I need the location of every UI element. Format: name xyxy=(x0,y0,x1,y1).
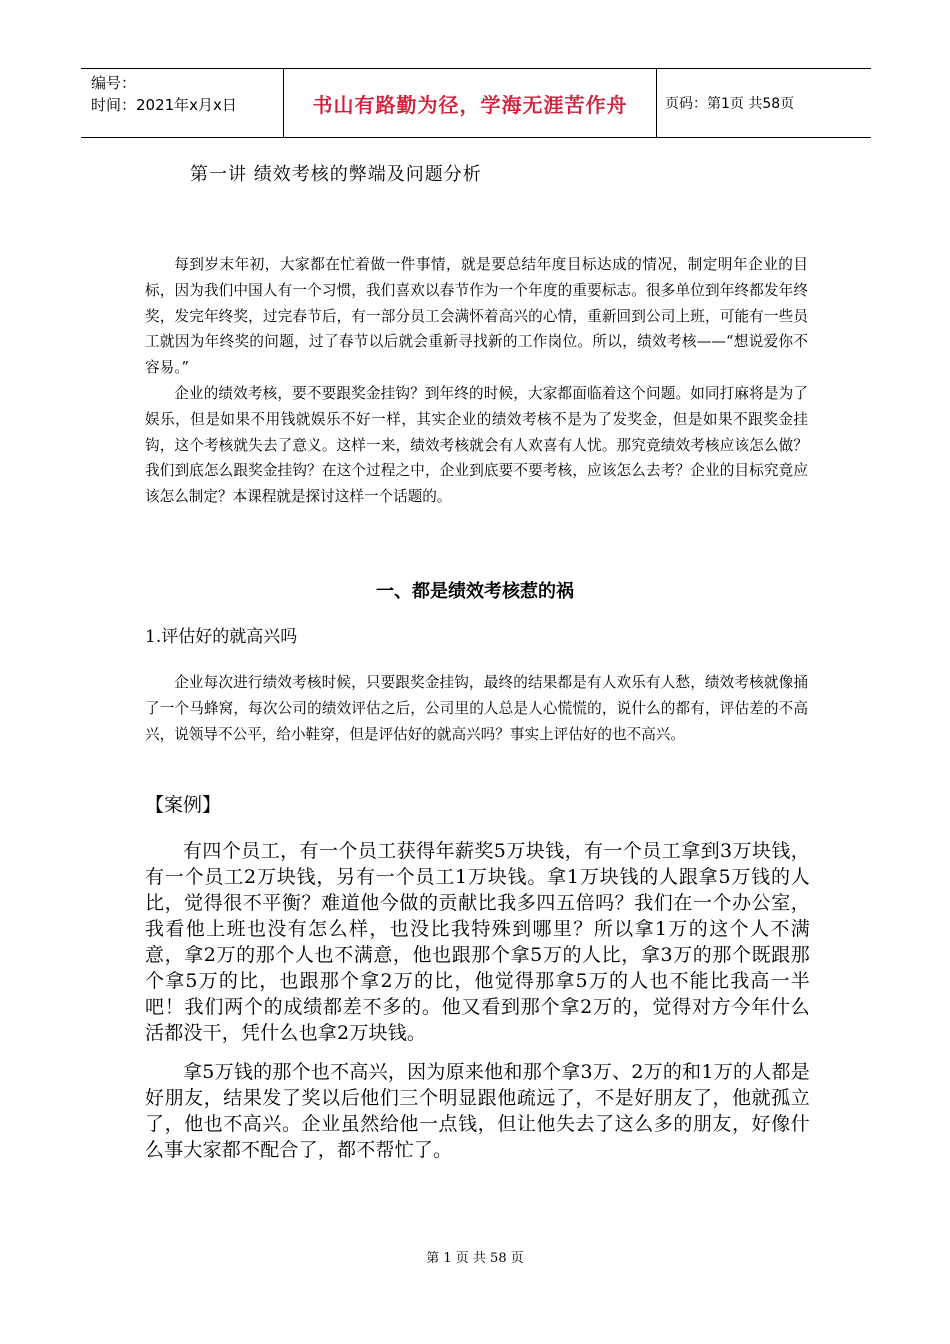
intro-paragraph-2: 企业的绩效考核，要不要跟奖金挂钩？到年终的时候，大家都面临着这个问题。如同打麻将是为了娱乐，但是如果不用钱就娱乐不好一样，其实企业的绩效考核不是为了发奖金，但是如果不跟奖金挂钩，这个考核就失去了意义。这样一来，绩效考核就会有人欢喜有人忧。那究竟绩效考核应该怎么做？我们到底怎么跟奖金挂钩？在这个过程之中，企业到底要不要考核，应该怎么去考？企业的目标究竟应该怎么制定？本课程就是探讨这样一个话题的。 xyxy=(145,385,808,506)
intro-paragraph-1: 每到岁末年初，大家都在忙着做一件事情，就是要总结年度目标达成的情况，制定明年企业的目标，因为我们中国人有一个习惯，我们喜欢以春节作为一个年度的重要标志。很多单位到年终都发年终奖，发完年终奖，过完春节后，有一部分员工会满怀着高兴的心情，重新回到公司上班，可能有一些员工就因为年终奖的问题，过了春节以后就会重新寻找新的工作岗位。所以，绩效考核——“想说爱你不容易。” xyxy=(145,256,808,377)
page-footer: 第 1 页 共 58 页 xyxy=(426,1251,524,1266)
lecture-title: 第一讲 绩效考核的弊端及问题分析 xyxy=(190,164,482,185)
header-motto: 书山有路勤为径，学海无涯苦作舟 xyxy=(284,69,657,137)
header-meta-cell xyxy=(81,69,284,137)
case-paragraph-1: 有四个员工，有一个员工获得年薪奖5万块钱，有一个员工拿到3万块钱，有一个员工2万块钱，另有一个员工1万块钱。拿1万块钱的人跟拿5万钱的人比，觉得很不平衡？难道他今做的贡献比我多四五倍吗？我们在一个办公室，我看他上班也没有怎么样，也没比我特殊到哪里？所以拿1万的这个人不满意，拿2万的那个人也不满意，他也跟那个拿5万的人比，拿3万的那个既跟那个拿5万的比，也跟那个拿2万的比，他觉得那拿5万的人也不能比我高一半吧！我们两个的成绩都差不多的。他又看到那个拿2万的，觉得对方今年什么活都没干，凭什么也拿2万块钱。 xyxy=(145,840,810,1044)
header-page-info: 页码：第1页 共58页 xyxy=(665,96,795,112)
case-paragraph-2: 拿5万钱的那个也不高兴，因为原来他和那个拿3万、2万的和1万的人都是好朋友，结果发了奖以后他们三个明显跟他疏远了，不是好朋友了，他就孤立了，他也不高兴。企业虽然给他一点钱，但让他失去了这么多的朋友，好像什么事大家都不配合了，都不帮忙了。 xyxy=(145,1061,810,1161)
number-label: 编号： xyxy=(91,74,137,92)
section-heading: 一、都是绩效考核惹的祸 xyxy=(376,581,574,602)
document-header xyxy=(81,68,871,138)
case-label: 【案例】 xyxy=(145,794,222,816)
sub-heading: 1.评估好的就高兴吗 xyxy=(145,627,298,647)
section-paragraph: 企业每次进行绩效考核时候，只要跟奖金挂钩，最终的结果都是有人欢乐有人愁，绩效考核就像捅了一个马蜂窝，每次公司的绩效评估之后，公司里的人总是人心慌慌的，说什么的都有，评估差的不高兴，说领导不公平，给小鞋穿，但是评估好的就高兴吗？事实上评估好的也不高兴。 xyxy=(145,674,808,743)
time-label: 时间：2021年x月x日 xyxy=(91,96,237,114)
